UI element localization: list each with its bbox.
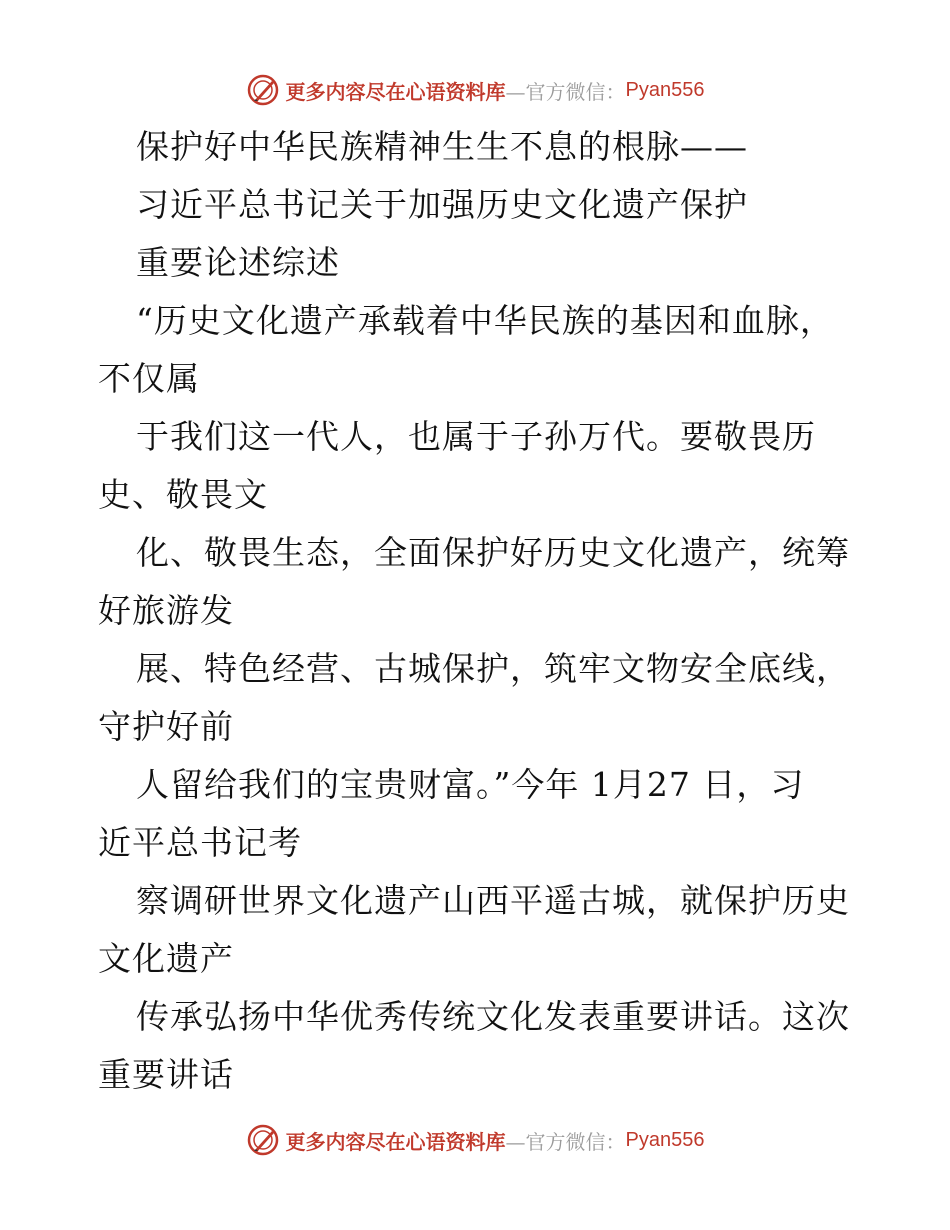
paragraph-line: “历史文化遗产承载着中华民族的基因和血脉，: [136, 301, 834, 340]
footer-separator-text: —官方微信：: [505, 1129, 626, 1154]
footer-site-name: 更多内容尽在心语资料库: [285, 1129, 506, 1154]
title-line-3: 重要论述综述: [136, 243, 340, 282]
header-separator-text: —官方微信：: [505, 79, 626, 104]
paragraph-line: 人留给我们的宝贵财富。”今年 1月27 日，习: [136, 765, 805, 804]
title-line-2: 习近平总书记关于加强历史文化遗产保护: [136, 185, 748, 224]
paragraph-line: 守护好前: [98, 707, 234, 746]
paragraph-line: 传承弘扬中华优秀传统文化发表重要讲话。这次: [136, 997, 850, 1036]
document-body: [98, 118, 858, 1104]
paragraph-line: 重要讲话: [98, 1055, 234, 1094]
pen-logo-icon: [246, 1123, 280, 1157]
paragraph-line: 文化遗产: [98, 939, 234, 978]
header-watermark: [0, 68, 950, 112]
header-wechat-id: Pyan556: [625, 78, 705, 101]
paragraph-line: 近平总书记考: [98, 823, 302, 862]
paragraph-line: 于我们这一代人，也属于子孙万代。要敬畏历: [136, 417, 816, 456]
paragraph-line: 不仅属: [98, 359, 200, 398]
paragraph-line: 好旅游发: [98, 591, 234, 630]
paragraph-line: 史、敬畏文: [98, 475, 268, 514]
paragraph-line: 展、特色经营、古城保护，筑牢文物安全底线，: [136, 649, 850, 688]
paragraph-line: 察调研世界文化遗产山西平遥古城，就保护历史: [136, 881, 850, 920]
paragraph-line: 化、敬畏生态，全面保护好历史文化遗产，统筹: [136, 533, 850, 572]
footer-watermark: [0, 1118, 950, 1162]
pen-logo-icon: [246, 73, 280, 107]
header-site-name: 更多内容尽在心语资料库: [285, 79, 506, 104]
footer-wechat-id: Pyan556: [625, 1128, 705, 1151]
title-line-1: 保护好中华民族精神生生不息的根脉——: [136, 127, 748, 166]
